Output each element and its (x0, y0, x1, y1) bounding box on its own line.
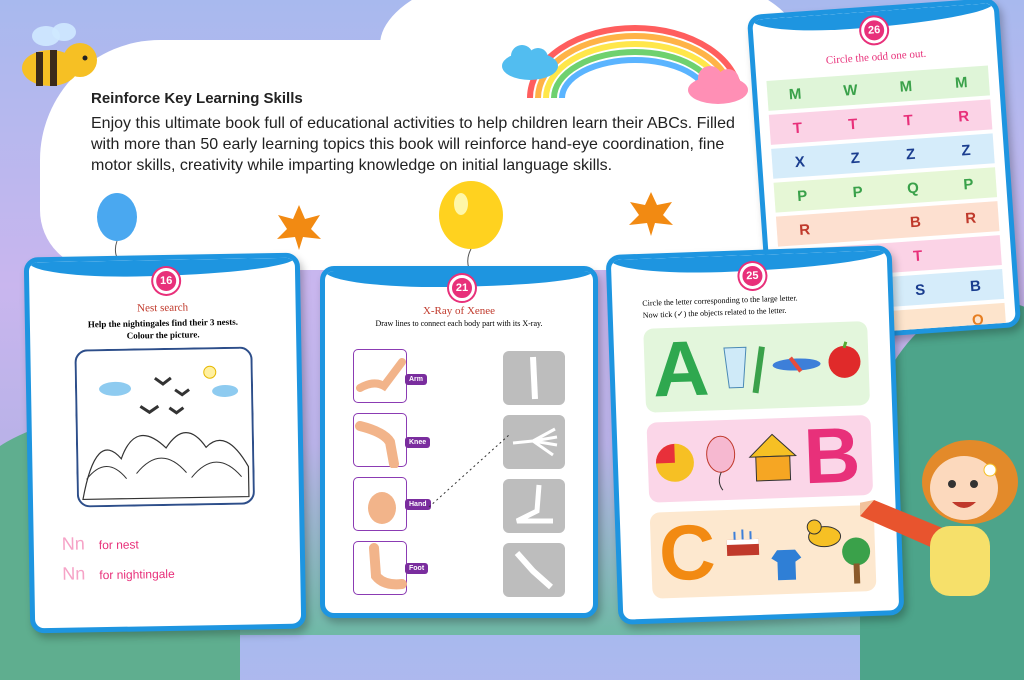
page-title: Nest search (137, 301, 189, 315)
intro-section (91, 90, 741, 176)
instruction-text: Now tick (✓) the objects related to the letter. (642, 305, 787, 320)
balloon-icon (95, 192, 140, 262)
part-label-foot: Foot (405, 563, 428, 574)
pencil-icon (748, 344, 770, 399)
odd-letter[interactable]: P (962, 175, 974, 193)
airplane-icon (770, 353, 823, 377)
odd-letter[interactable]: T (903, 111, 914, 129)
odd-letter[interactable]: X (794, 153, 806, 171)
page-21 (320, 266, 598, 618)
word-text: for nest (98, 537, 139, 553)
odd-letter[interactable]: Z (905, 145, 916, 163)
word-row (62, 532, 139, 554)
arm-picture (353, 349, 407, 403)
knee-picture (353, 413, 407, 467)
odd-letter[interactable]: M (788, 85, 802, 103)
nest-search-picture (74, 346, 255, 507)
girl-with-pencil-illustration (860, 420, 1024, 620)
maple-leaf-icon (628, 192, 674, 236)
part-label-knee: Knee (405, 437, 430, 448)
odd-letter[interactable]: Z (850, 149, 861, 167)
page-title: Circle the odd one out. (825, 47, 927, 67)
ball-icon (653, 441, 696, 484)
page-title: X-Ray of Xenee (422, 305, 496, 317)
odd-letter[interactable]: R (957, 107, 970, 126)
xray-image (503, 351, 565, 405)
odd-letter[interactable]: R (964, 209, 977, 227)
instruction-text: Help the nightingales find their 3 nests. (87, 316, 239, 330)
odd-letter[interactable]: P (796, 186, 808, 205)
odd-letter[interactable] (848, 225, 872, 227)
big-letter: A (651, 323, 711, 414)
odd-letter[interactable]: Z (960, 141, 972, 160)
maple-leaf-icon (275, 205, 323, 250)
odd-letter[interactable]: M (954, 73, 969, 92)
letter-strip-a (643, 321, 870, 413)
apple-icon (826, 339, 863, 380)
page-number-badge: 16 (153, 268, 179, 294)
page-number-badge: 25 (739, 263, 766, 290)
odd-letter[interactable]: S (914, 280, 926, 299)
instruction-text: Circle the letter corresponding to the large letter. (642, 293, 798, 308)
word-row (62, 562, 175, 585)
big-letter: B (802, 410, 862, 501)
balloon-icon (436, 180, 506, 275)
cake-icon (722, 527, 763, 560)
intro-heading: Reinforce Key Learning Skills (91, 90, 303, 107)
instruction-text: Colour the picture. (126, 329, 200, 341)
odd-letter[interactable]: M (899, 77, 913, 96)
bee-icon (14, 18, 104, 93)
page-16 (24, 253, 307, 634)
odd-letter[interactable]: R (798, 220, 811, 239)
letter-strip-b (647, 410, 874, 503)
odd-letter[interactable]: Q (906, 179, 920, 197)
odd-letter[interactable]: Q (971, 310, 985, 329)
page-number-badge: 21 (449, 275, 475, 301)
connector-line (425, 431, 515, 511)
shirt-icon (769, 547, 804, 582)
letter-trace: Nn (62, 563, 86, 584)
odd-letter[interactable] (961, 251, 985, 253)
odd-letter[interactable]: B (969, 277, 982, 295)
letter-strip-c (650, 505, 877, 599)
instruction-text: Draw lines to connect each body part with its X-ray. (375, 319, 543, 328)
cloud-icon (500, 42, 560, 82)
balloon-icon (703, 434, 739, 493)
hand-picture (353, 477, 407, 531)
part-label-hand: Hand (405, 499, 431, 510)
word-text: for nightingale (99, 566, 175, 583)
letter-trace: Nn (61, 533, 85, 554)
page-number-badge: 26 (860, 16, 888, 44)
foot-picture (353, 541, 407, 595)
house-icon (747, 432, 799, 486)
intro-body: Enjoy this ultimate book full of educational activities to help children learn their ABCs. Filled with more than 50 early learning topics this book will reinforce hand-eye coordination, fine motor skills, creativity while imparting knowledge on initial language skills. (91, 115, 735, 174)
odd-letter[interactable]: T (792, 119, 803, 137)
odd-letter[interactable]: T (912, 247, 923, 265)
odd-letter[interactable]: P (852, 183, 864, 201)
odd-letter[interactable]: W (842, 81, 859, 100)
big-letter: C (657, 507, 717, 598)
part-label-arm: Arm (405, 374, 427, 385)
glass-icon (722, 345, 750, 390)
odd-letter[interactable]: T (847, 115, 859, 133)
odd-letter[interactable] (911, 323, 935, 325)
odd-letter[interactable]: B (909, 213, 922, 231)
xray-image (503, 543, 565, 597)
